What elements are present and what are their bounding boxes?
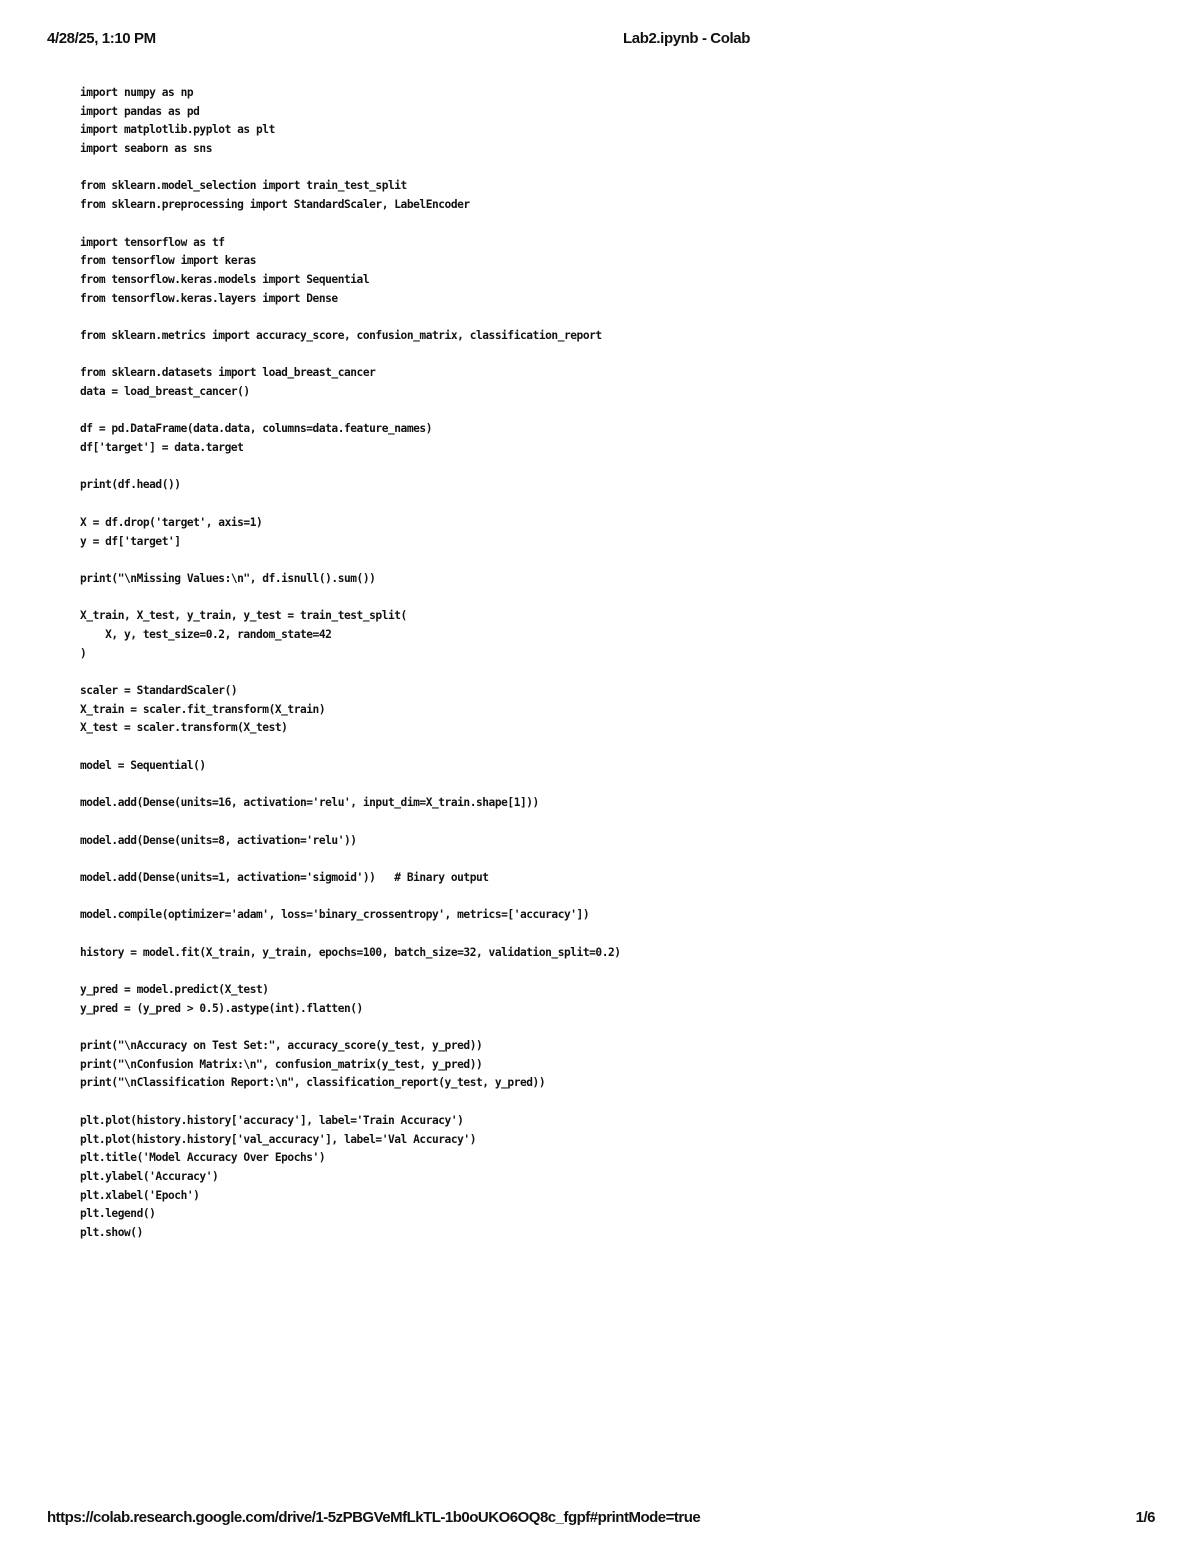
code-cell [80,84,621,1243]
code-line [80,308,621,327]
code-line: df = pd.DataFrame(data.data, columns=data.feature_names) [80,422,432,436]
code-line: plt.ylabel('Accuracy') [80,1169,219,1183]
code-line: from sklearn.metrics import accuracy_score, confusion_matrix, classification_report [80,328,602,342]
code-line: model.add(Dense(units=8, activation='relu')) [80,833,357,847]
code-line [80,215,621,234]
code-line: from sklearn.datasets import load_breast_cancer [80,366,376,380]
code-line: plt.show() [80,1225,143,1239]
code-line: model.compile(optimizer='adam', loss='binary_crossentropy', metrics=['accuracy']) [80,908,590,922]
code-line: print(df.head()) [80,478,181,492]
code-line: plt.plot(history.history['val_accuracy'], label='Val Accuracy') [80,1132,476,1146]
print-datetime: 4/28/25, 1:10 PM [47,30,156,47]
code-line [80,1018,621,1037]
code-line: X, y, test_size=0.2, random_state=42 [80,627,332,641]
code-line: model.add(Dense(units=16, activation='relu', input_dim=X_train.shape[1])) [80,796,539,810]
print-header [47,30,1155,50]
code-line [80,589,621,608]
code-line: import numpy as np [80,86,194,99]
code-line [80,738,621,757]
page-url: https://colab.research.google.com/drive/1-5zPBGVeMfLkTL-1b0oUKO6OQ8c_fgpf#printMode=true [47,1509,701,1526]
code-line [80,551,621,570]
code-line: plt.plot(history.history['accuracy'], label='Train Accuracy') [80,1113,464,1127]
page-number: 1/6 [1135,1509,1155,1526]
print-footer [47,1509,1155,1529]
code-line [80,346,621,365]
code-line: import matplotlib.pyplot as plt [80,123,275,137]
code-line: import pandas as pd [80,104,200,118]
code-line [80,402,621,421]
code-line [80,458,621,477]
code-line [80,850,621,869]
code-line: df['target'] = data.target [80,441,244,455]
code-line [80,888,621,907]
code-line: ) [80,646,87,660]
code-line: X_train = scaler.fit_transform(X_train) [80,702,326,716]
code-line [80,1093,621,1112]
code-line: X_test = scaler.transform(X_test) [80,721,288,735]
code-line: y_pred = (y_pred > 0.5).astype(int).flatten() [80,1001,363,1015]
code-line [80,962,621,981]
document-title: Lab2.ipynb - Colab [623,30,750,47]
code-line: X = df.drop('target', axis=1) [80,515,263,529]
code-line: from tensorflow.keras.layers import Dense [80,291,338,305]
code-line: plt.legend() [80,1207,156,1221]
code-line: print("\nConfusion Matrix:\n", confusion_matrix(y_test, y_pred)) [80,1057,483,1071]
code-line [80,159,621,178]
code-line: from tensorflow import keras [80,254,256,268]
code-line: X_train, X_test, y_train, y_test = train_test_split( [80,609,407,623]
code-line: print("\nAccuracy on Test Set:", accuracy_score(y_test, y_pred)) [80,1039,483,1053]
code-line: data = load_breast_cancer() [80,385,250,398]
code-line: plt.title('Model Accuracy Over Epochs') [80,1151,326,1165]
code-line: plt.xlabel('Epoch') [80,1188,200,1202]
code-line [80,775,621,794]
code-line: print("\nMissing Values:\n", df.isnull().sum()) [80,571,376,585]
code-line: import seaborn as sns [80,142,212,156]
code-line: from sklearn.preprocessing import StandardScaler, LabelEncoder [80,198,470,212]
code-line: model.add(Dense(units=1, activation='sigmoid')) # Binary output [80,870,489,884]
code-line: from tensorflow.keras.models import Sequential [80,272,370,286]
code-line [80,813,621,832]
code-line: print("\nClassification Report:\n", classification_report(y_test, y_pred)) [80,1076,546,1090]
code-line: from sklearn.model_selection import train_test_split [80,179,407,193]
code-line: import tensorflow as tf [80,235,225,249]
code-line: history = model.fit(X_train, y_train, epochs=100, batch_size=32, validation_split=0.2) [80,945,621,959]
code-line: y_pred = model.predict(X_test) [80,983,269,996]
code-line [80,663,621,682]
code-line: y = df['target'] [80,534,181,548]
code-line: scaler = StandardScaler() [80,684,238,697]
code-line: model = Sequential() [80,758,206,772]
code-line [80,495,621,514]
code-line [80,925,621,944]
